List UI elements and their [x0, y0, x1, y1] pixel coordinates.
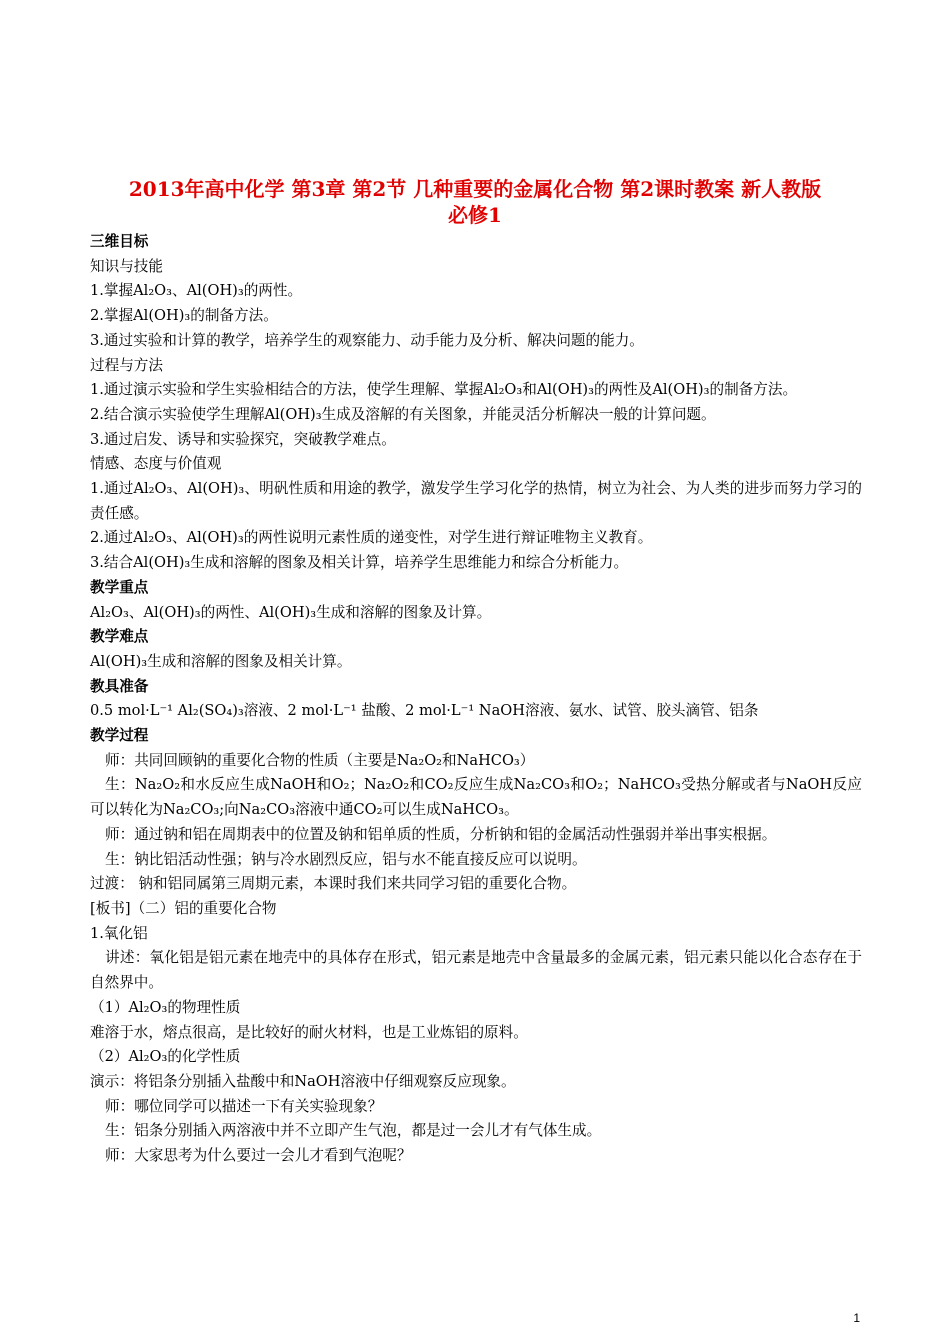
paragraph: 演示：将铝条分别插入盐酸中和NaOH溶液中仔细观察反应现象。 [90, 1072, 516, 1090]
paragraph: 知识与技能 [90, 257, 163, 275]
paragraph: 过程与方法 [90, 356, 163, 374]
paragraph: 2.掌握Al(OH)₃的制备方法。 [90, 307, 278, 325]
paragraph: 2.通过Al₂O₃、Al(OH)₃的两性说明元素性质的递变性，对学生进行辩证唯物主义教育。 [90, 529, 653, 547]
paragraph: 生：钠比铝活动性强；钠与冷水剧烈反应，铝与水不能直接反应可以说明。 [105, 850, 587, 868]
paragraph: 0.5 mol·L⁻¹ Al₂(SO₄)₃溶液、2 mol·L⁻¹ 盐酸、2 mol·L⁻¹ NaOH溶液、氨水、试管、胶头滴管、铝条 [90, 702, 759, 720]
paragraph: [板书]（二）铝的重要化合物 [90, 899, 277, 917]
section-heading: 教具准备 [90, 677, 149, 695]
paragraph: 生：Na₂O₂和水反应生成NaOH和O₂；Na₂O₂和CO₂反应生成Na₂CO₃和O₂；NaHCO₃受热分解或者与NaOH反应可以转化为Na₂CO₃;向Na₂CO₃溶液中通CO₂可以生成NaHCO₃。 [90, 776, 862, 819]
paragraph: （1）Al₂O₃的物理性质 [90, 998, 241, 1016]
paragraph: 难溶于水，熔点很高，是比较好的耐火材料，也是工业炼铝的原料。 [90, 1023, 528, 1041]
paragraph: （2）Al₂O₃的化学性质 [90, 1048, 241, 1066]
section-heading: 教学难点 [90, 628, 149, 646]
document-body [90, 230, 862, 1169]
paragraph: 1.氧化铝 [90, 924, 148, 942]
paragraph: Al₂O₃、Al(OH)₃的两性、Al(OH)₃生成和溶解的图象及计算。 [90, 603, 492, 621]
paragraph: 师：哪位同学可以描述一下有关实验现象？ [105, 1097, 383, 1115]
paragraph: 1.通过Al₂O₃、Al(OH)₃、明矾性质和用途的教学，激发学生学习化学的热情，树立为社会、为人类的进步而努力学习的责任感。 [90, 480, 862, 522]
paragraph: 师：共同回顾钠的重要化合物的性质（主要是Na₂O₂和NaHCO₃） [105, 751, 535, 769]
paragraph: 1.通过演示实验和学生实验相结合的方法，使学生理解、掌握Al₂O₃和Al(OH)₃的两性及Al(OH)₃的制备方法。 [90, 381, 798, 399]
paragraph: 情感、态度与价值观 [90, 455, 222, 473]
paragraph: 师：通过钠和铝在周期表中的位置及钠和铝单质的性质，分析钠和铝的金属活动性强弱并举出事实根据。 [105, 825, 777, 843]
section-heading: 教学重点 [90, 578, 149, 596]
paragraph: 3.通过实验和计算的教学，培养学生的观察能力、动手能力及分析、解决问题的能力。 [90, 331, 644, 349]
title-line-2: 必修1 [448, 203, 502, 227]
paragraph: 3.结合Al(OH)₃生成和溶解的图象及相关计算，培养学生思维能力和综合分析能力。 [90, 554, 629, 572]
page-number: 1 [853, 1311, 860, 1325]
paragraph: 1.掌握Al₂O₃、Al(OH)₃的两性。 [90, 282, 303, 300]
document-title [60, 176, 890, 228]
section-heading: 三维目标 [90, 233, 149, 250]
paragraph: 过渡： 钠和铝同属第三周期元素，本课时我们来共同学习铝的重要化合物。 [90, 875, 577, 893]
paragraph: 生：铝条分别插入两溶液中并不立即产生气泡，都是过一会儿才有气体生成。 [105, 1122, 602, 1140]
paragraph: Al(OH)₃生成和溶解的图象及相关计算。 [90, 652, 352, 670]
paragraph: 师：大家思考为什么要过一会儿才看到气泡呢？ [105, 1147, 412, 1165]
title-line-1: 2013年高中化学 第3章 第2节 几种重要的金属化合物 第2课时教案 新人教版 [128, 177, 822, 201]
paragraph: 3.通过启发、诱导和实验探究，突破教学难点。 [90, 430, 396, 448]
paragraph: 2.结合演示实验使学生理解Al(OH)₃生成及溶解的有关图象，并能灵活分析解决一般的计算问题。 [90, 405, 716, 423]
paragraph: 讲述：氧化铝是铝元素在地壳中的具体存在形式，铝元素是地壳中含量最多的金属元素，铝元素只能以化合态存在于自然界中。 [90, 949, 862, 992]
section-heading: 教学过程 [90, 727, 149, 745]
